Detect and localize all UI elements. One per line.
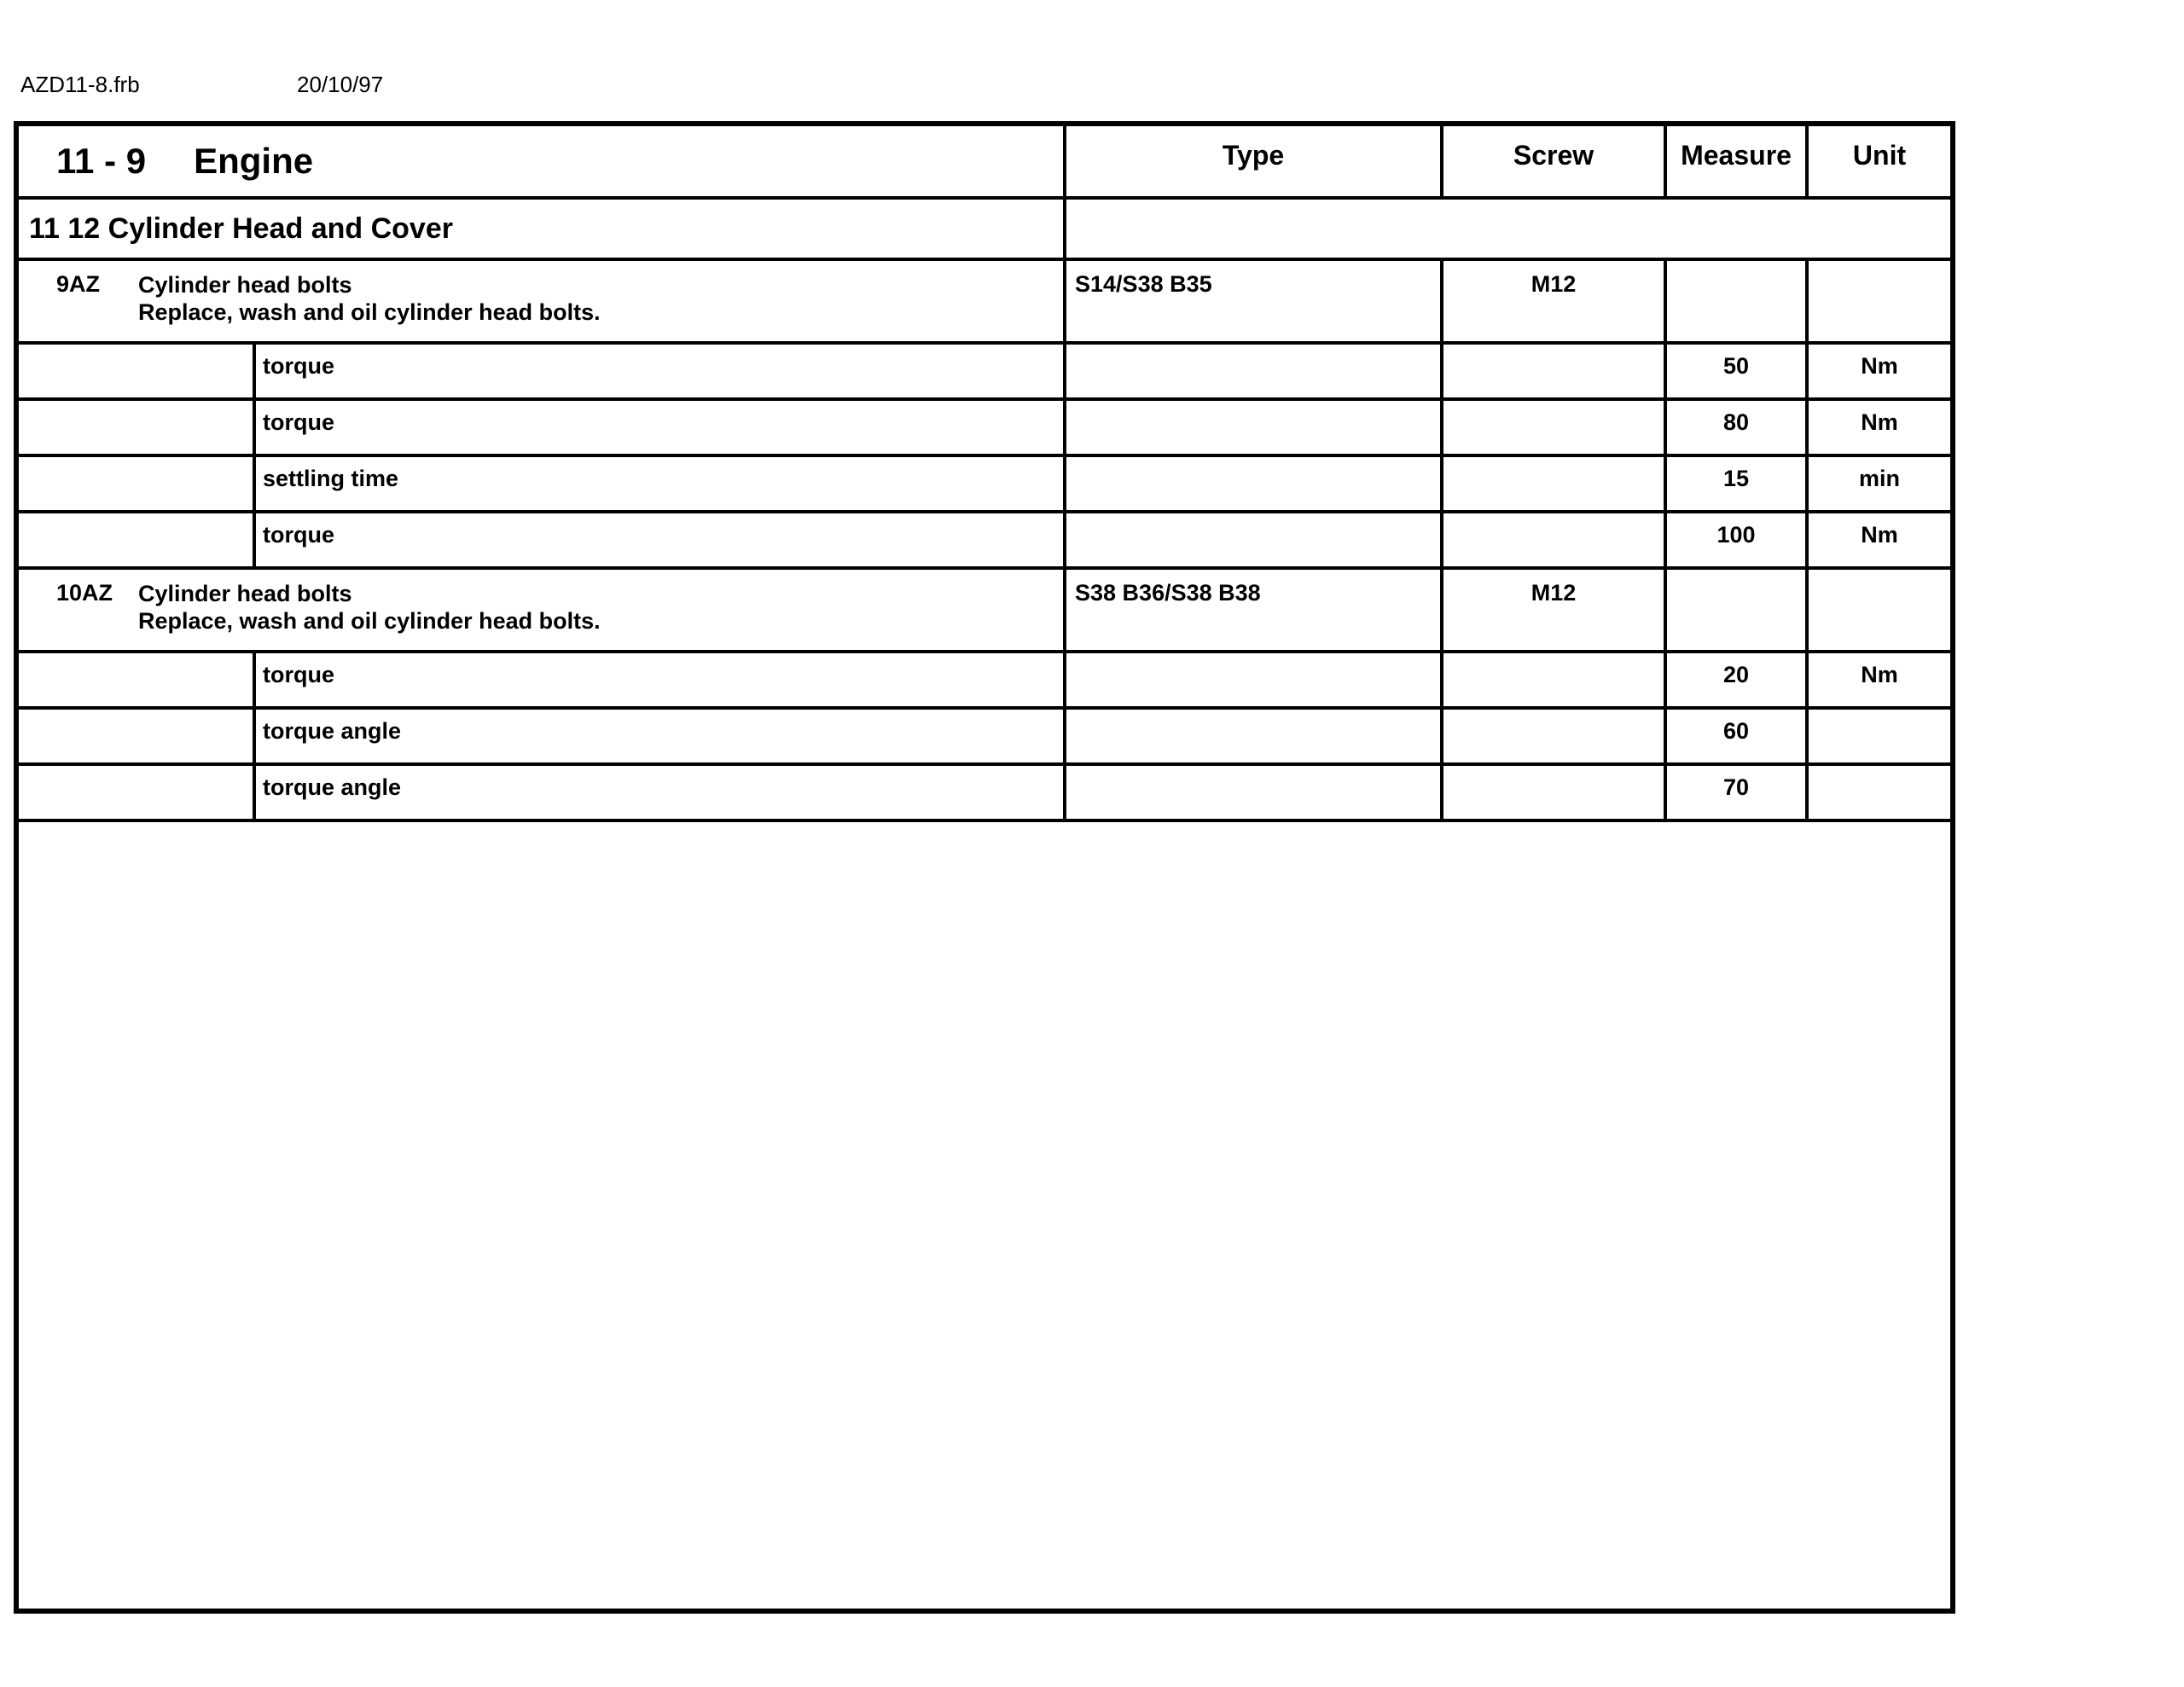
step-screw xyxy=(1442,708,1665,764)
item-row xyxy=(19,568,1950,652)
step-unit xyxy=(1807,764,1950,820)
step-unit: Nm xyxy=(1807,399,1950,455)
step-type xyxy=(1065,652,1442,708)
file-name: AZD11-8.frb xyxy=(20,72,140,97)
step-measure: 100 xyxy=(1665,512,1807,568)
item-type: S14/S38 B35 xyxy=(1065,259,1442,343)
step-row xyxy=(19,652,1950,708)
step-type xyxy=(1065,764,1442,820)
title-text: Engine xyxy=(194,141,314,181)
item-measure xyxy=(1665,259,1807,343)
item-screw: M12 xyxy=(1442,259,1665,343)
section-heading: 11 12 Cylinder Head and Cover xyxy=(19,198,1065,259)
step-unit: Nm xyxy=(1807,512,1950,568)
step-type xyxy=(1065,455,1442,512)
step-screw xyxy=(1442,455,1665,512)
step-label: torque xyxy=(254,512,1065,568)
column-header-type: Type xyxy=(1065,126,1442,198)
page-title xyxy=(19,126,1065,198)
title-number: 11 - 9 xyxy=(56,141,147,181)
step-screw xyxy=(1442,343,1665,399)
step-label: torque xyxy=(254,343,1065,399)
item-unit xyxy=(1807,259,1950,343)
file-date: 20/10/97 xyxy=(297,72,384,97)
step-label: torque xyxy=(254,652,1065,708)
step-row xyxy=(19,455,1950,512)
step-indent xyxy=(19,512,254,568)
item-title: Cylinder head bolts xyxy=(138,581,352,606)
step-unit: Nm xyxy=(1807,652,1950,708)
step-label: torque angle xyxy=(254,708,1065,764)
step-measure: 60 xyxy=(1665,708,1807,764)
item-code: 9AZ xyxy=(56,271,101,297)
step-row xyxy=(19,399,1950,455)
step-unit xyxy=(1807,708,1950,764)
item-description xyxy=(138,261,601,326)
item-cell xyxy=(19,568,1065,652)
item-row xyxy=(19,259,1950,343)
step-indent xyxy=(19,455,254,512)
item-measure xyxy=(1665,568,1807,652)
step-unit: Nm xyxy=(1807,343,1950,399)
step-indent xyxy=(19,764,254,820)
spec-table xyxy=(19,126,1950,822)
step-indent xyxy=(19,343,254,399)
step-measure: 20 xyxy=(1665,652,1807,708)
item-description xyxy=(138,570,601,635)
step-row xyxy=(19,764,1950,820)
step-screw xyxy=(1442,512,1665,568)
item-instruction: Replace, wash and oil cylinder head bolts. xyxy=(138,299,601,325)
step-screw xyxy=(1442,764,1665,820)
step-row xyxy=(19,512,1950,568)
step-label: torque xyxy=(254,399,1065,455)
section-blank-cell xyxy=(1065,198,1950,259)
column-header-screw: Screw xyxy=(1442,126,1665,198)
item-title: Cylinder head bolts xyxy=(138,272,352,298)
step-type xyxy=(1065,708,1442,764)
step-label: settling time xyxy=(254,455,1065,512)
item-cell xyxy=(19,259,1065,343)
column-header-unit: Unit xyxy=(1807,126,1950,198)
step-measure: 70 xyxy=(1665,764,1807,820)
step-unit: min xyxy=(1807,455,1950,512)
step-measure: 15 xyxy=(1665,455,1807,512)
step-measure: 50 xyxy=(1665,343,1807,399)
item-code: 10AZ xyxy=(56,580,113,606)
step-type xyxy=(1065,512,1442,568)
step-row xyxy=(19,708,1950,764)
item-instruction: Replace, wash and oil cylinder head bolts. xyxy=(138,608,601,634)
step-screw xyxy=(1442,399,1665,455)
step-row xyxy=(19,343,1950,399)
spec-sheet xyxy=(14,121,1955,1614)
title-row xyxy=(19,126,1950,198)
column-header-measure: Measure xyxy=(1665,126,1807,198)
section-row xyxy=(19,198,1950,259)
step-screw xyxy=(1442,652,1665,708)
step-type xyxy=(1065,343,1442,399)
step-indent xyxy=(19,399,254,455)
step-type xyxy=(1065,399,1442,455)
step-measure: 80 xyxy=(1665,399,1807,455)
item-screw: M12 xyxy=(1442,568,1665,652)
step-indent xyxy=(19,652,254,708)
step-label: torque angle xyxy=(254,764,1065,820)
item-unit xyxy=(1807,568,1950,652)
item-type: S38 B36/S38 B38 xyxy=(1065,568,1442,652)
step-indent xyxy=(19,708,254,764)
